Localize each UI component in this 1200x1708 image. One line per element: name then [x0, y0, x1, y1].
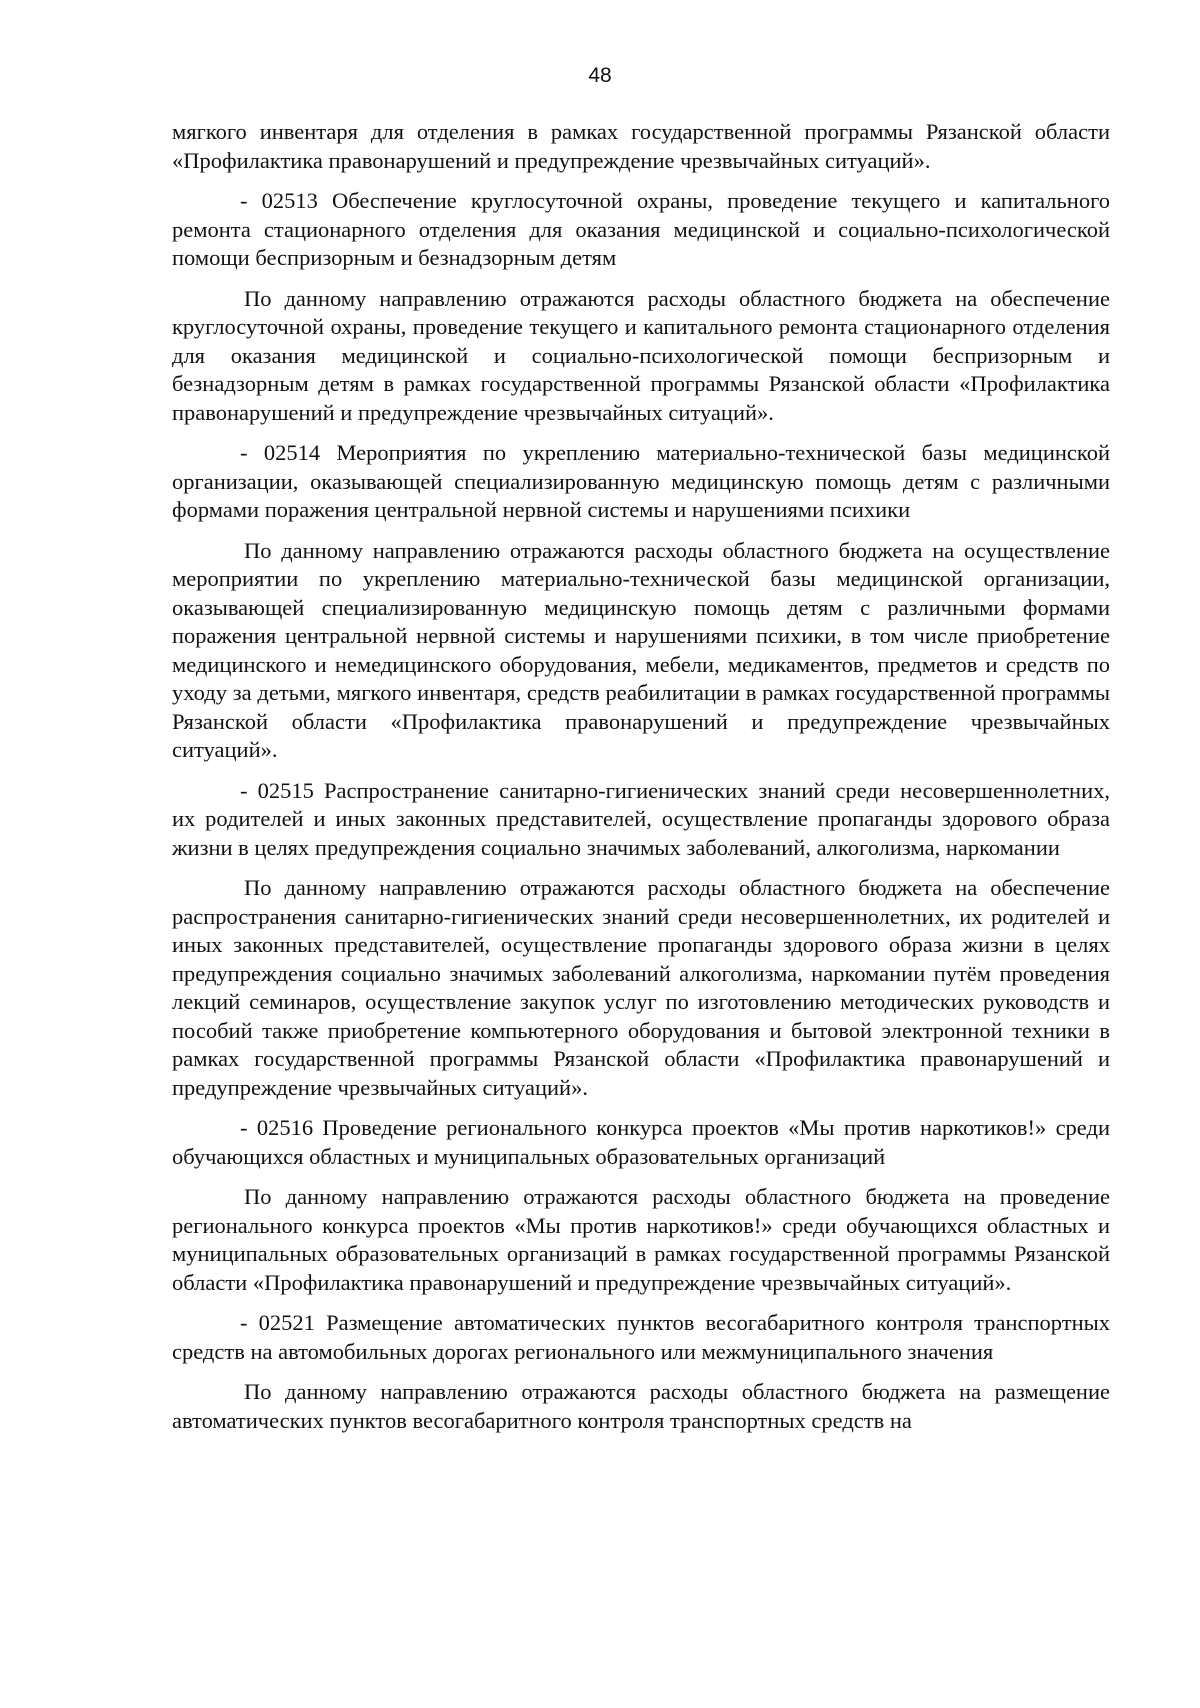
- paragraph-02513-description: По данному направлению отражаются расходы областного бюджета на обеспечение круглосуточной охраны, проведение текущего и капитального ремонта стационарного отделения для оказания медицинской и социально-психологической помощи беспризорным и безнадзорным детям в рамках государственной программы Рязанской области «Профилактика правонарушений и предупреждение чрезвычайных ситуаций».: [172, 285, 1110, 425]
- section-heading-02513: - 02513 Обеспечение круглосуточной охраны, проведение текущего и капитального ремонта стационарного отделения для оказания медицинской и социально-психологической помощи беспризорным и безнадзорным детям: [172, 188, 1110, 270]
- section-heading-02515: - 02515 Распространение санитарно-гигиенических знаний среди несовершеннолетних, их родителей и иных законных представителей, осуществление пропаганды здорового образа жизни в целях предупреждения социально значимых заболеваний, алкоголизма, наркомании: [172, 777, 1110, 860]
- section-heading-02521: - 02521 Размещение автоматических пунктов весогабаритного контроля транспортных средств на автомобильных дорогах регионального или межмуниципального значения: [172, 1310, 1110, 1364]
- paragraph-02521-description: По данному направлению отражаются расходы областного бюджета на размещение автоматических пунктов весогабаритного контроля транспортных средств на: [172, 1379, 1110, 1433]
- paragraph-02514-description: По данному направлению отражаются расходы областного бюджета на осуществление мероприятии по укреплению материально-технической базы медицинской организации, оказывающей специализированную медицинскую помощь детям с различными формами поражения центральной нервной системы и нарушениями психики, в том числе приобретение медицинского и немедицинского оборудования, мебели, медикаментов, предметов и средств по уходу за детьми, мягкого инвентаря, средств реабилитации в рамках государственной программы Рязанской области «Профилактика правонарушений и предупреждение чрезвычайных ситуаций».: [172, 537, 1110, 762]
- paragraph-02515-description: По данному направлению отражаются расходы областного бюджета на обеспечение распространения санитарно-гигиенических знаний среди несовершеннолетних, их родителей и иных законных представителей, осуществление пропаганды здорового образа жизни в целях предупреждения социально значимых заболеваний алкоголизма, наркомании путём проведения лекций семинаров, осуществление закупок услуг по изготовлению методических руководств и пособий также приобретение компьютерного оборудования и бытовой электронной техники в рамках государственной программы Рязанской области «Профилактика правонарушений и предупреждение чрезвычайных ситуаций».: [172, 875, 1110, 1100]
- section-heading-02516: - 02516 Проведение регионального конкурса проектов «Мы против наркотиков!» среди обучающихся областных и муниципальных образовательных организаций: [172, 1115, 1110, 1169]
- section-heading-02514: - 02514 Мероприятия по укреплению материально-технической базы медицинской организации, оказывающей специализированную медицинскую помощь детям с различными формами поражения центральной нервной системы и нарушениями психики: [172, 440, 1110, 522]
- paragraph-continuation: мягкого инвентаря для отделения в рамках государственной программы Рязанской области «Профилактика правонарушений и предупреждение чрезвычайных ситуаций».: [172, 119, 1110, 173]
- document-body: [172, 118, 1110, 1447]
- page-number: 48: [588, 64, 612, 87]
- paragraph-02516-description: По данному направлению отражаются расходы областного бюджета на проведение регионального конкурса проектов «Мы против наркотиков!» среди обучающихся областных и муниципальных образовательных организаций в рамках государственной программы Рязанской области «Профилактика правонарушений и предупреждение чрезвычайных ситуаций».: [172, 1184, 1110, 1295]
